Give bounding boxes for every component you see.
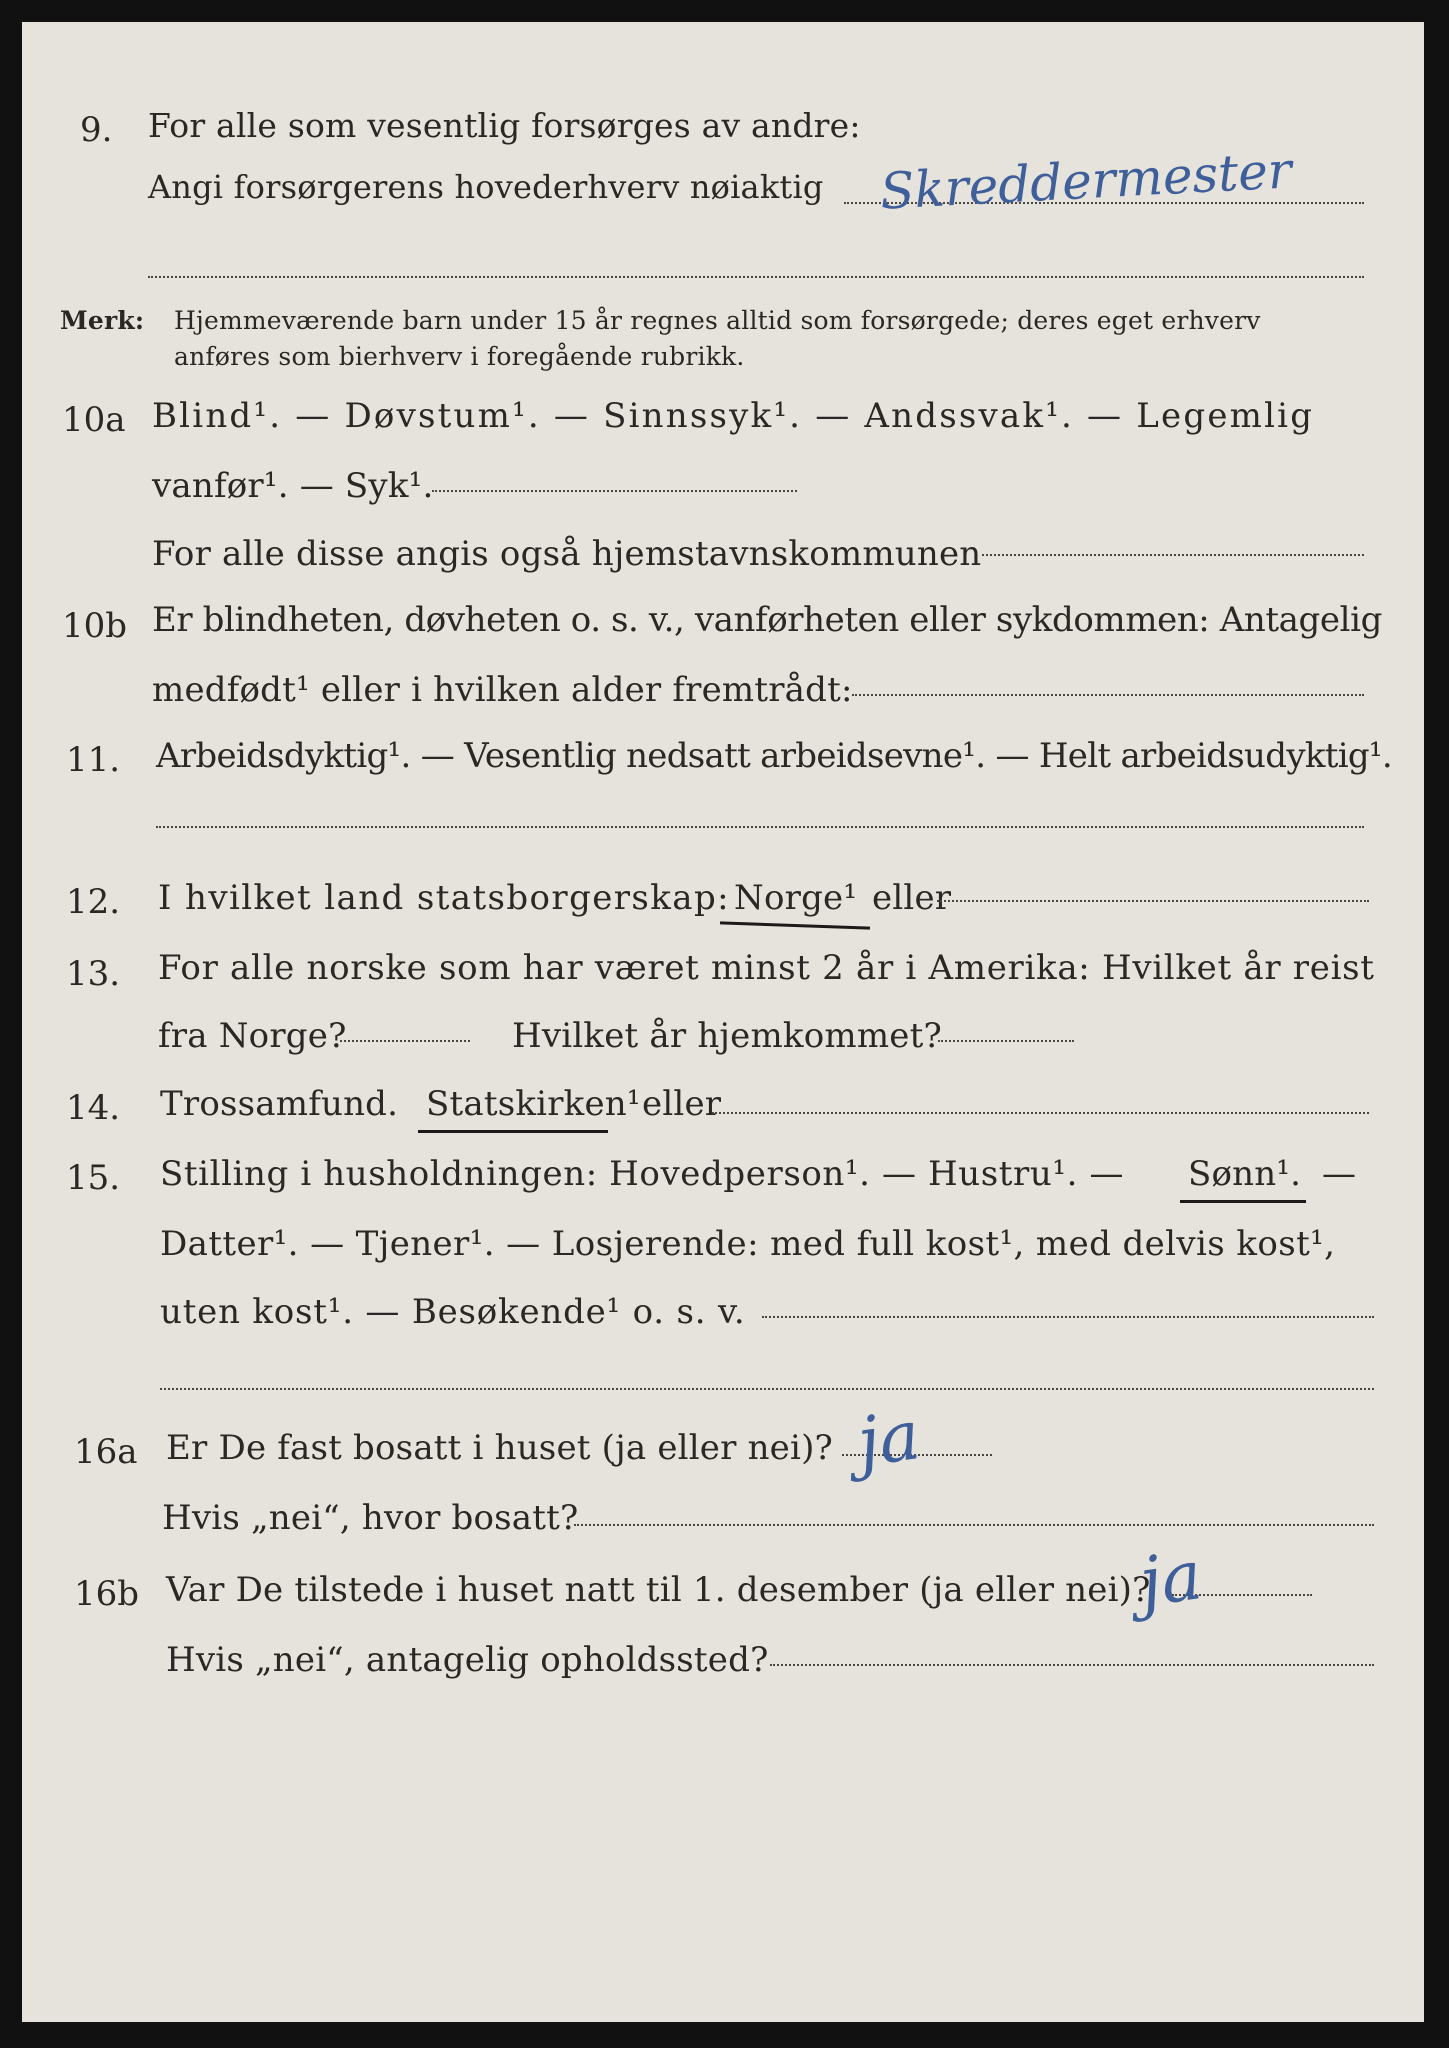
question-text: Arbeidsdyktig¹. — Vesentlig nedsatt arbeidsevne¹. — Helt arbeidsudyktig¹. — [156, 736, 1392, 776]
question-text: Hvis „nei“, antagelig opholdssted? — [166, 1640, 769, 1680]
item-number: 13. — [66, 954, 121, 994]
answer-line — [762, 1316, 1374, 1318]
answer-line — [937, 900, 1369, 902]
answer-line — [160, 1388, 1374, 1390]
answer-line — [340, 1040, 470, 1042]
question-text: vanfør¹. — Syk¹. — [152, 466, 434, 506]
answer-line — [852, 694, 1364, 696]
answer-line — [156, 826, 1364, 828]
answer-line — [770, 1664, 1374, 1666]
form-page — [22, 22, 1424, 2022]
question-text: Hvis „nei“, hvor bosatt? — [162, 1498, 579, 1538]
question-text: eller — [872, 878, 952, 918]
answer-line — [712, 1112, 1369, 1114]
question-text: Var De tilstede i huset natt til 1. desember (ja eller nei)? — [166, 1570, 1151, 1610]
question-text: For alle som vesentlig forsørges av andre: — [148, 106, 861, 145]
question-text: fra Norge? — [158, 1016, 347, 1056]
question-text: Trossamfund. — [160, 1084, 399, 1124]
choice-underline — [418, 1130, 608, 1133]
question-text: Er De fast bosatt i huset (ja eller nei)? — [166, 1428, 833, 1468]
question-text: For alle disse angis også hjemstavnskommunen — [152, 534, 982, 574]
question-text: Angi forsørgerens hovederhverv nøiaktig — [148, 168, 824, 206]
answer-line — [938, 1040, 1074, 1042]
answer-line — [982, 554, 1364, 556]
question-text: I hvilket land statsborgerskap: — [158, 878, 730, 918]
question-text: Er blindheten, døvheten o. s. v., vanførheten eller sykdommen: Antagelig — [152, 600, 1382, 640]
item-number: 12. — [66, 882, 121, 922]
note-text: Hjemmeværende barn under 15 år regnes alltid som forsørgede; deres eget erhverv — [174, 306, 1261, 335]
question-text: — — [1322, 1154, 1357, 1194]
handwritten-answer: Skreddermester — [878, 141, 1294, 221]
answer-line — [574, 1524, 1374, 1526]
question-text: eller — [642, 1084, 722, 1124]
answer-line — [148, 276, 1364, 278]
item-number: 10b — [62, 606, 128, 646]
question-text: Blind¹. — Døvstum¹. — Sinnssyk¹. — Andssvak¹. — Legemlig — [152, 396, 1315, 436]
note-text: anføres som bierhverv i foregående rubrikk. — [174, 342, 745, 371]
choice-sonn: Sønn¹. — [1188, 1154, 1302, 1194]
question-text: uten kost¹. — Besøkende¹ o. s. v. — [160, 1292, 746, 1332]
item-number: 16a — [74, 1432, 138, 1472]
question-text: Stilling i husholdningen: Hovedperson¹. — Hustru¹. — — [160, 1154, 1125, 1194]
item-number: 16b — [74, 1574, 140, 1614]
choice-underline — [1180, 1200, 1306, 1203]
item-number: 11. — [66, 740, 121, 780]
item-number: 10a — [62, 400, 126, 440]
question-text: medfødt¹ eller i hvilken alder fremtrådt: — [152, 670, 853, 710]
choice-norge: Norge¹ — [734, 878, 858, 918]
item-number: 9. — [80, 110, 113, 150]
question-text: Datter¹. — Tjener¹. — Losjerende: med full kost¹, med delvis kost¹, — [160, 1224, 1336, 1264]
handwritten-answer: ja — [1134, 1536, 1207, 1623]
answer-line — [432, 490, 797, 492]
handwritten-answer: ja — [852, 1396, 925, 1483]
item-number: 14. — [66, 1088, 121, 1128]
choice-underline — [720, 921, 870, 929]
question-text: For alle norske som har været minst 2 år i Amerika: Hvilket år reist — [158, 948, 1375, 988]
item-number: 15. — [66, 1158, 121, 1198]
question-text: Hvilket år hjemkommet? — [512, 1016, 942, 1056]
choice-statskirken: Statskirken¹ — [426, 1084, 641, 1124]
note-label: Merk: — [60, 306, 145, 335]
